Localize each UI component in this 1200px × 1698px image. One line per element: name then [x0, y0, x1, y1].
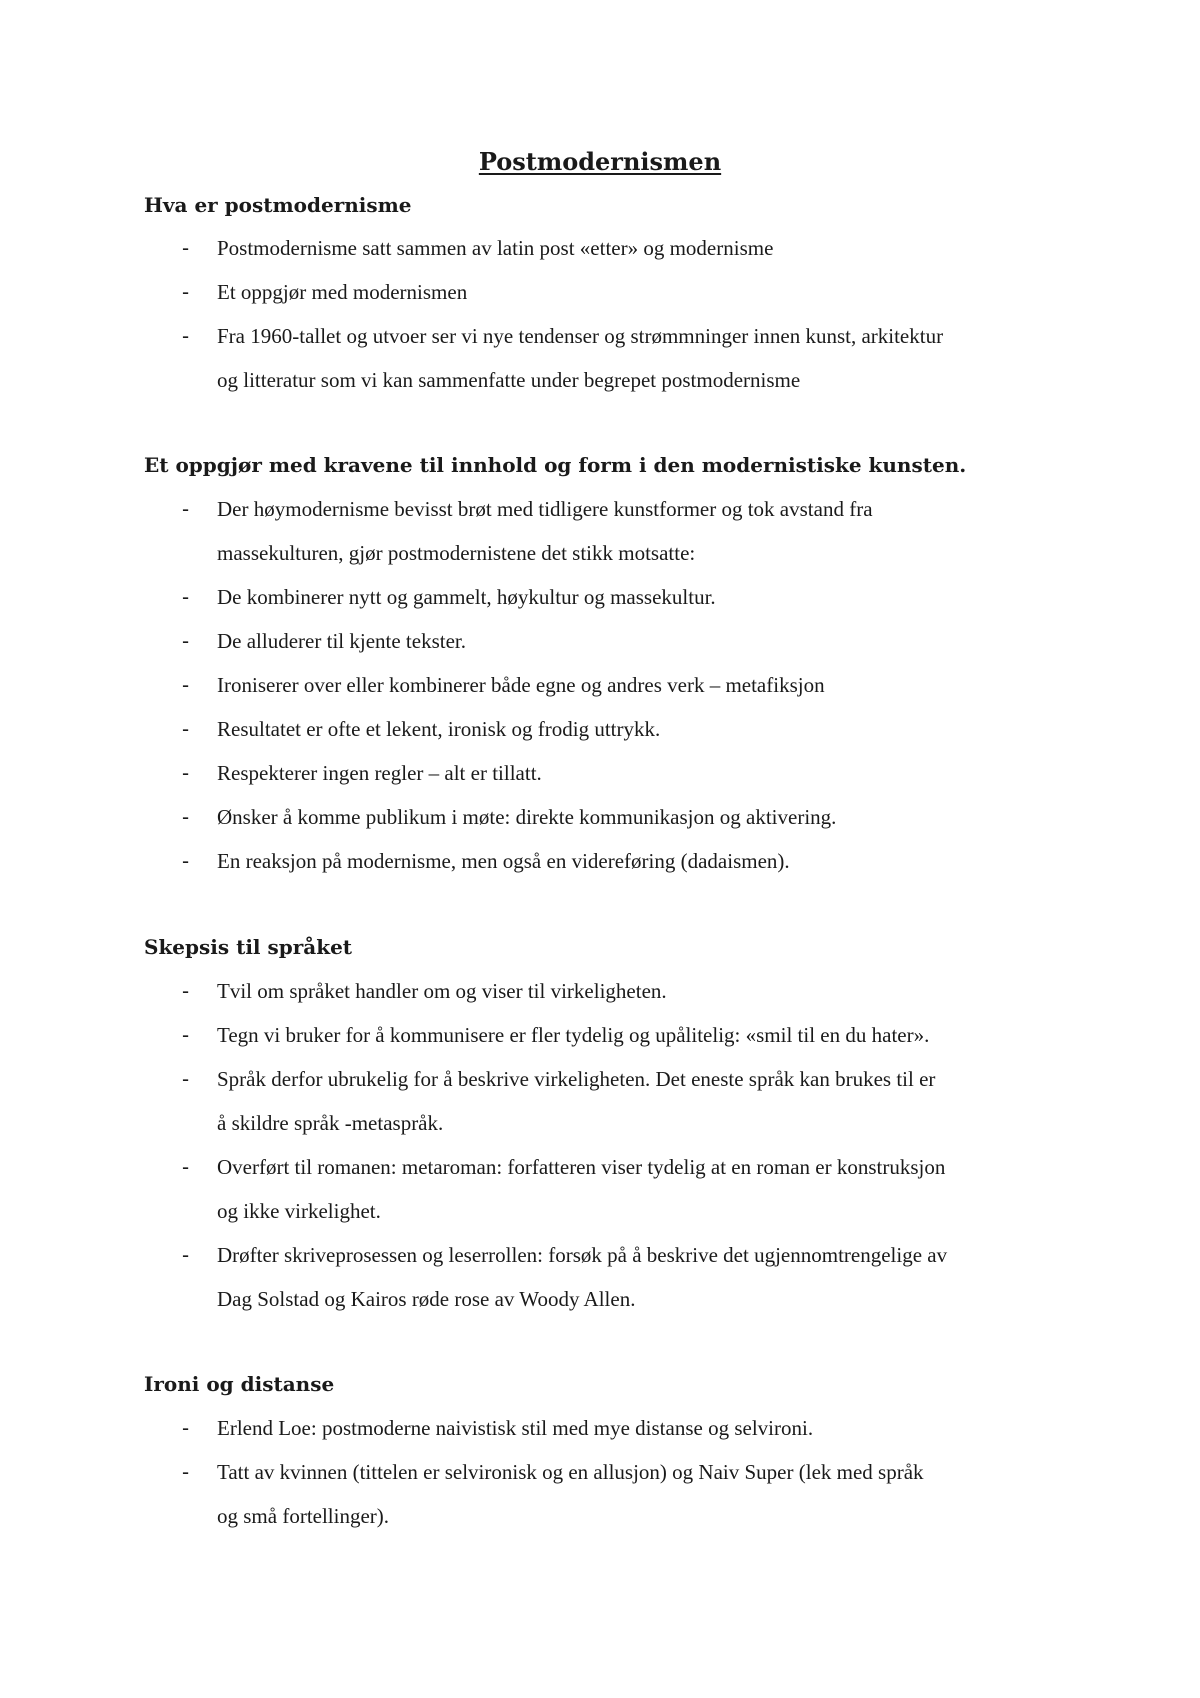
bullet-dash: -	[182, 717, 190, 741]
bullet-dash: -	[182, 629, 190, 653]
list-item-continuation: massekulturen, gjør postmodernistene det stikk motsatte:	[217, 541, 696, 565]
list-item: En reaksjon på modernisme, men også en videreføring (dadaismen).	[217, 849, 790, 873]
bullet-dash: -	[182, 1155, 190, 1179]
list-item: Erlend Loe: postmoderne naivistisk stil med mye distanse og selvironi.	[217, 1416, 814, 1440]
list-item: Tatt av kvinnen (tittelen er selvironisk og en allusjon) og Naiv Super (lek med språk	[217, 1460, 924, 1484]
section-heading: Skepsis til språket	[144, 935, 353, 959]
list-item: Ironiserer over eller kombinerer både egne og andres verk – metafiksjon	[217, 673, 825, 697]
list-item: Språk derfor ubrukelig for å beskrive virkeligheten. Det eneste språk kan brukes til er	[217, 1067, 936, 1091]
bullet-dash: -	[182, 805, 190, 829]
list-item: Ønsker å komme publikum i møte: direkte kommunikasjon og aktivering.	[217, 805, 837, 829]
list-item: Et oppgjør med modernismen	[217, 280, 468, 304]
list-item: Respekterer ingen regler – alt er tillatt.	[217, 761, 542, 785]
list-item: Drøfter skriveprosessen og leserrollen: forsøk på å beskrive det ugjennomtrengelige av	[217, 1243, 948, 1267]
bullet-dash: -	[182, 1460, 190, 1484]
list-item-continuation: og små fortellinger).	[217, 1504, 390, 1528]
bullet-dash: -	[182, 236, 190, 260]
list-item-continuation: og litteratur som vi kan sammenfatte under begrepet postmodernisme	[217, 368, 801, 392]
bullet-dash: -	[182, 761, 190, 785]
list-item: Tvil om språket handler om og viser til virkeligheten.	[217, 979, 667, 1003]
list-item: De kombinerer nytt og gammelt, høykultur og massekultur.	[217, 585, 716, 609]
list-item-continuation: Dag Solstad og Kairos røde rose av Woody Allen.	[217, 1287, 636, 1311]
bullet-dash: -	[182, 1067, 190, 1091]
section-heading: Ironi og distanse	[144, 1372, 335, 1396]
document-title: Postmodernismen	[478, 147, 722, 176]
bullet-dash: -	[182, 979, 190, 1003]
list-item: Der høymodernisme bevisst brøt med tidligere kunstformer og tok avstand fra	[217, 497, 873, 521]
list-item: Overført til romanen: metaroman: forfatteren viser tydelig at en roman er konstruksjon	[217, 1155, 946, 1179]
bullet-dash: -	[182, 324, 190, 348]
section-heading: Hva er postmodernisme	[144, 193, 412, 217]
section-heading: Et oppgjør med kravene til innhold og form i den modernistiske kunsten.	[144, 453, 967, 477]
bullet-dash: -	[182, 849, 190, 873]
list-item: Fra 1960-tallet og utvoer ser vi nye tendenser og strømmninger innen kunst, arkitektur	[217, 324, 944, 348]
list-item: Tegn vi bruker for å kommunisere er fler tydelig og upålitelig: «smil til en du hater».	[217, 1023, 930, 1047]
bullet-dash: -	[182, 497, 190, 521]
bullet-dash: -	[182, 673, 190, 697]
list-item: Postmodernisme satt sammen av latin post «etter» og modernisme	[217, 236, 774, 260]
list-item-continuation: og ikke virkelighet.	[217, 1199, 381, 1223]
list-item: De alluderer til kjente tekster.	[217, 629, 466, 653]
bullet-dash: -	[182, 1023, 190, 1047]
bullet-dash: -	[182, 1243, 190, 1267]
list-item-continuation: å skildre språk -metaspråk.	[217, 1111, 444, 1135]
bullet-dash: -	[182, 1416, 190, 1440]
bullet-dash: -	[182, 280, 190, 304]
bullet-dash: -	[182, 585, 190, 609]
list-item: Resultatet er ofte et lekent, ironisk og frodig uttrykk.	[217, 717, 661, 741]
